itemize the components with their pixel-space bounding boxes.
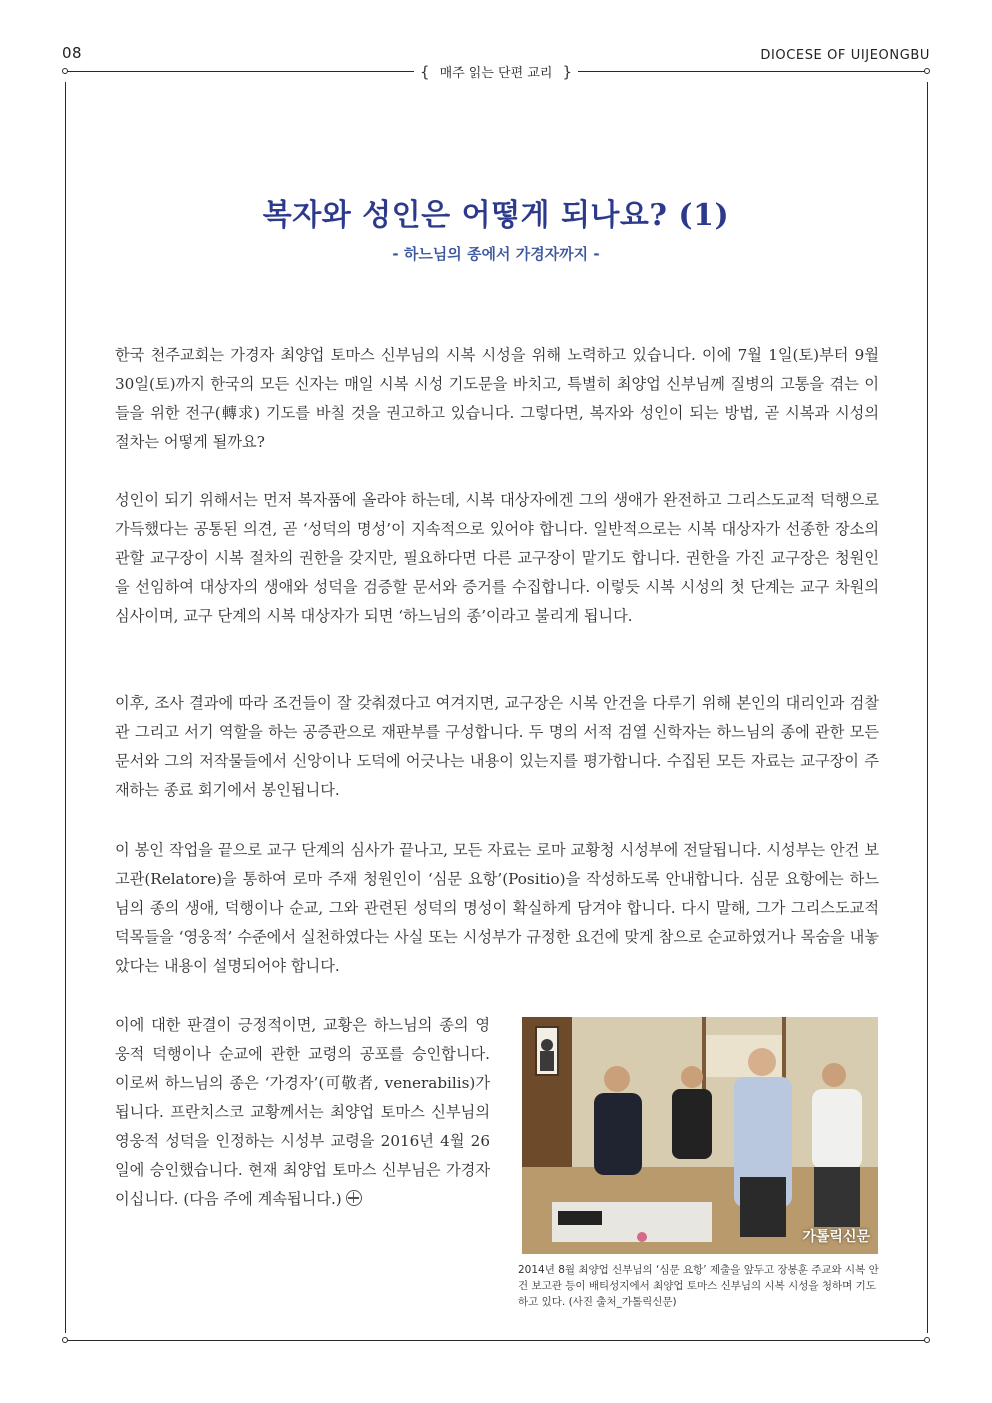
paragraph-3: 이후, 조사 결과에 따라 조건들이 잘 갖춰졌다고 여겨지면, 교구장은 시복 안건을 다루기 위해 본인의 대리인과 검찰관 그리고 서기 역할을 하는 공증관으로 재판부를 구성합니다. 두 명의 서적 검열 신학자는 하느님의 종에 관한 모든 문서와 그의 저작물들에서 신앙이나 도덕에 어긋나는 내용이 있는지를 평가합니다. 수집된 모든 자료는 교구장이 주재하는 종료 회기에서 봉인됩니다. xyxy=(115,694,879,799)
prayer-photo xyxy=(522,1017,878,1254)
page-number: 08 xyxy=(62,44,83,62)
cross-circle-icon xyxy=(346,1190,362,1206)
right-frame-line xyxy=(927,82,928,1333)
corner-dot-bottom-left xyxy=(62,1337,68,1343)
series-title: 매주 읽는 단편 교리 xyxy=(439,66,553,81)
photo-illustration xyxy=(522,1017,878,1254)
photo-watermark: 가톨릭신문 xyxy=(802,1229,870,1245)
diocese-name: DIOCESE OF UIJEONGBU xyxy=(760,48,930,63)
left-frame-line xyxy=(65,82,66,1333)
paragraph-1: 한국 천주교회는 가경자 최양업 토마스 신부님의 시복 시성을 위해 노력하고 있습니다. 이에 7월 1일(토)부터 9월 30일(토)까지 한국의 모든 신자는 매일 시복 시성 기도문을 바치고, 특별히 최양업 신부님께 질병의 고통을 겪는 이들을 위한 전구(轉求) 기도를 바칠 것을 권고하고 있습니다. 그렇다면, 복자와 성인이 되는 방법, 곧 시복과 시성의 절차는 어떻게 될까요? xyxy=(115,346,879,451)
corner-dot-bottom-right xyxy=(924,1337,930,1343)
article-title: 복자와 성인은 어떻게 되나요? (1) xyxy=(262,198,730,233)
series-brace-close: } xyxy=(562,63,572,81)
paragraph-4: 이 봉인 작업을 끝으로 교구 단계의 심사가 끝나고, 모든 자료는 로마 교황청 시성부에 전달됩니다. 시성부는 안건 보고관(Relatore)을 통하여 로마 주재 청원인이 ‘심문 요항’(Positio)을 작성하도록 안내합니다. 심문 요항에는 하느님의 종의 생애, 덕행이나 순교, 그와 관련된 성덕의 명성이 확실하게 담겨야 합니다. 다시 말해, 그가 그리스도교적 덕목들을 ‘영웅적’ 수준에서 실천하였다는 사실 또는 시성부가 규정한 요건에 맞게 참으로 순교하였거나 목숨을 내놓았다는 내용이 설명되어야 합니다. xyxy=(115,841,879,975)
series-brace-open: { xyxy=(420,63,430,81)
article-subtitle: - 하느님의 종에서 가경자까지 - xyxy=(392,245,600,263)
paragraph-2: 성인이 되기 위해서는 먼저 복자품에 올라야 하는데, 시복 대상자에겐 그의 생애가 완전하고 그리스도교적 덕행으로 가득했다는 공통된 의견, 곧 ‘성덕의 명성’이 지속적으로 있어야 합니다. 일반적으로는 시복 대상자가 선종한 장소의 관할 교구장이 시복 절차의 권한을 갖지만, 필요하다면 다른 교구장이 맡기도 합니다. 권한을 가진 교구장은 청원인을 선임하여 대상자의 생애와 성덕을 검증할 문서와 증거를 수집합니다. 이렇듯 시복 시성의 첫 단계는 교구 차원의 심사이며, 교구 단계의 시복 대상자가 되면 ‘하느님의 종’이라고 불리게 됩니다. xyxy=(115,491,879,625)
bottom-rule xyxy=(66,1340,928,1341)
paragraph-5: 이에 대한 판결이 긍정적이면, 교황은 하느님의 종의 영웅적 덕행이나 순교에 관한 교령의 공포를 승인합니다. 이로써 하느님의 종은 ‘가경자’(可敬者, venerabilis)가 됩니다. 프란치스코 교황께서는 최양업 토마스 신부님의 영웅적 성덕을 인정하는 시성부 교령을 2016년 4월 26일에 승인했습니다. 현재 최양업 토마스 신부님은 가경자이십니다. (다음 주에 계속됩니다.) xyxy=(115,1016,490,1208)
paragraph-5-wrapper xyxy=(115,1011,490,1214)
series-label xyxy=(0,62,992,81)
photo-caption: 2014년 8월 최양업 신부님의 ‘심문 요항’ 제출을 앞두고 장봉훈 주교와 시복 안건 보고관 등이 배티성지에서 최양업 토마스 신부님의 시복 시성을 청하며 기도하고 있다. (사진 출처_가톨릭신문) xyxy=(518,1264,879,1308)
